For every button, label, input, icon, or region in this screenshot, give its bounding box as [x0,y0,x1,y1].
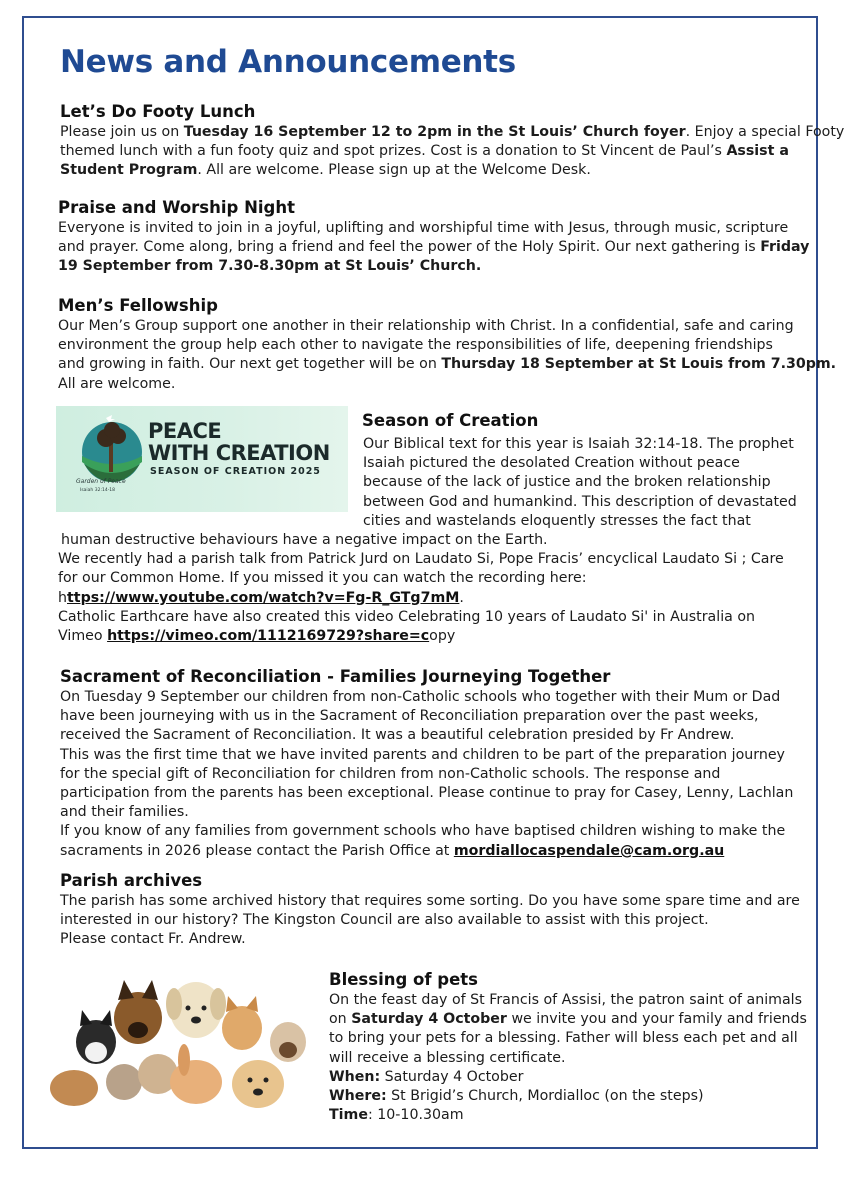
event-when: When: Saturday 4 October [329,1068,524,1085]
pets-image [46,970,316,1120]
parish-email-link[interactable]: mordiallocaspendale@cam.org.au [453,842,725,859]
banner-reference: Isaiah 32:14-18 [80,488,116,493]
section-heading: Season of Creation [362,411,539,430]
section-footy-lunch [60,102,844,181]
section-reconciliation [60,667,793,861]
section-mens-fellowship [58,296,836,394]
section-parish-archives [60,871,800,950]
section-praise-worship [58,198,809,277]
youtube-link[interactable]: ttps://www.youtube.com/watch?v=Fg-R_GTg7mM [67,589,460,606]
section-heading: Let’s Do Footy Lunch [60,102,256,121]
page-title: News and Announcements [60,44,516,80]
section-body: Everyone is invited to join in a joyful, uplifting and worshipful time with Jesus, through music, scripture and prayer. Come along, bring a friend and feel the power of the Holy Spirit. Our next gathering is Friday 19 September from 7.30-8.30pm at St Louis’ Church. [58,220,810,275]
section-season-of-creation [362,411,538,432]
section-body: The parish has some archived history that requires some sorting. Do you have some spare time and are interested in our history? The Kingston Council are also available to assist with this project. Please contact Fr. Andrew. [60,893,800,948]
banner-caption: Garden of Peace [76,478,126,485]
section-body: On Tuesday 9 September our children from non-Catholic schools who together with their Mum or Dad have been journeying with us in the Sacrament of Reconciliation preparation over the past weeks, received the Sacrament of Reconciliation. It was a beautiful celebration presided by Fr Andrew. This was the first time that we have invited parents and children to be part of the preparation journey for the special gift of Reconciliation for children from non-Catholic schools. The response and participation from the parents has been exceptional. Please continue to pray for Casey, Lenny, Lachlan and their families. If you know of any families from government schools who have baptised children wishing to make the sacraments in 2026 please contact the Parish Office at mordiallocaspendale@cam.org.au [60,689,794,859]
section-body: Please join us on Tuesday 16 September 12 to 2pm in the St Louis’ Church foyer. Enjoy a special Footy themed lunch with a fun footy quiz and spot prizes. Cost is a donation to St Vincent de Paul’s Assist a Student Program. All are welcome. Please sign up at the Welcome Desk. [60,124,845,179]
creation-body-top: Our Biblical text for this year is Isaiah 32:14-18. The prophet Isaiah pictured the desolated Creation without peace because of the lack of justice and the broken relationship between God and humankind. This description of devastated cities and wastelands eloquently stresses the fact that [363,436,797,529]
pets-illustration [46,970,316,1120]
event-time: Time: 10-10.30am [329,1107,464,1124]
banner-title-line1: PEACE [148,419,222,443]
event-where: Where: St Brigid’s Church, Mordialloc (on the steps) [329,1088,704,1105]
section-blessing-of-pets [329,970,807,1125]
section-heading: Blessing of pets [329,970,478,989]
banner-subtitle: SEASON OF CREATION 2025 [150,466,321,477]
section-body: On the feast day of St Francis of Assisi, the patron saint of animals on Saturday 4 October we invite you and your family and friends to bring your pets for a blessing. Father will bless each pet and all will receive a blessing certificate. When: Saturday 4 October Where: St Brigid’s Church, Mordialloc (on the steps) Time: 10-10.30am [329,991,807,1125]
section-heading: Parish archives [60,871,203,890]
vimeo-link[interactable]: https://vimeo.com/1112169729?share=c [107,628,430,645]
banner-title-line2: WITH CREATION [148,441,330,465]
section-heading: Men’s Fellowship [58,296,218,315]
section-heading: Praise and Worship Night [58,198,295,217]
section-body: Our Men’s Group support one another in their relationship with Christ. In a confidential, safe and caring environment the group help each other to navigate the responsibilities of life, deepening friendships and growing in faith. Our next get together will be on Thursday 18 September at St Louis from 7.30pm. All are welcome. [58,318,837,392]
creation-body-bottom: human destructive behaviours have a negative impact on the Earth. We recently had a parish talk from Patrick Jurd on Laudato Si, Pope Fracis’ encyclical Laudato Si ; Care for our Common Home. If you missed it you can watch the recording here: https://www.youtube.com/watch?v=Fg-R_GTg7mM. Catholic Earthcare have also created this video Celebrating 10 years of Laudato Si' in Australia on Vimeo https://vimeo.com/1112169729?share=copy [58,532,784,645]
section-heading: Sacrament of Reconciliation - Families Journeying Together [60,667,611,686]
